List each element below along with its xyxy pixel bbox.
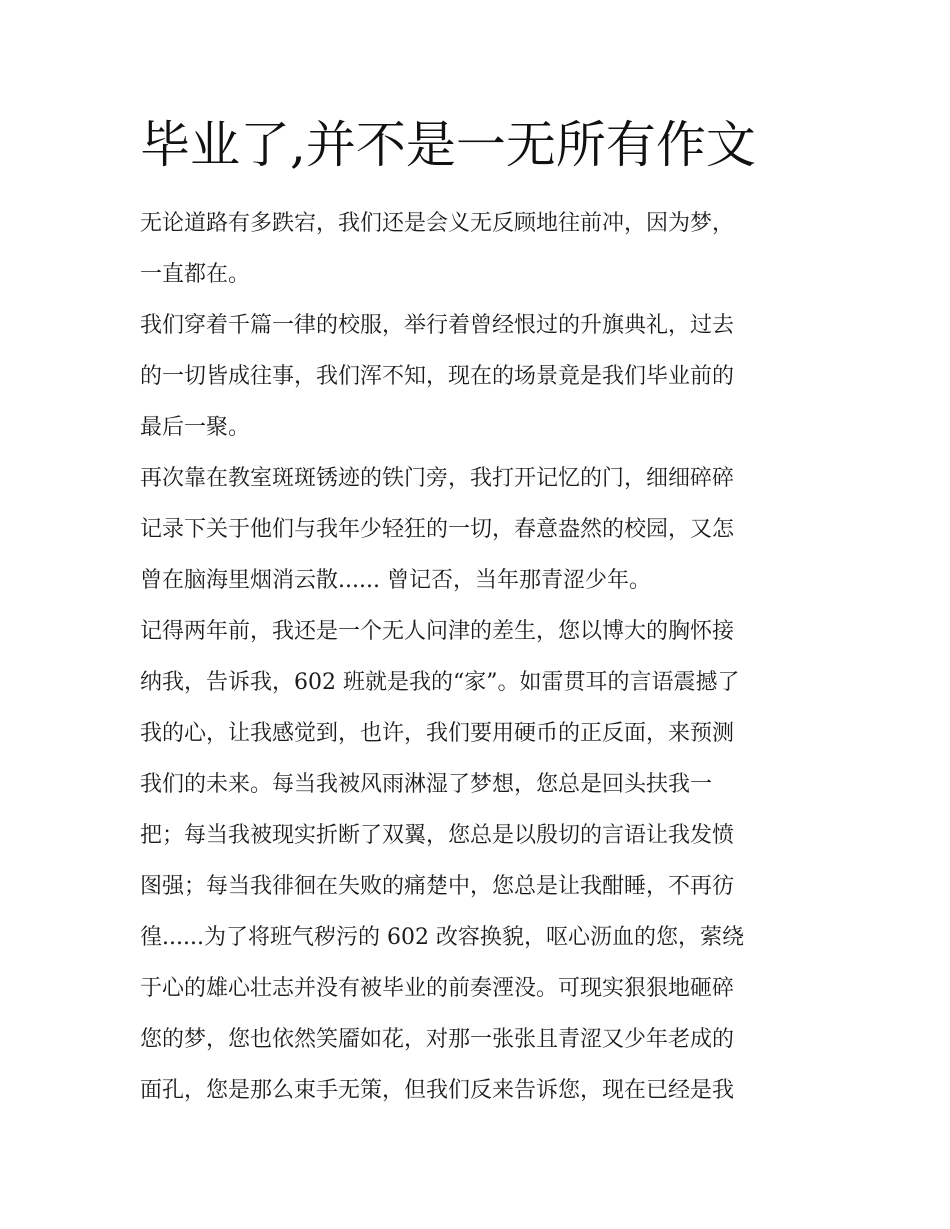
document-body — [140, 198, 812, 1116]
text-line: 您的梦，您也依然笑靥如花，对那一张张且青涩又少年老成的 — [140, 1027, 735, 1052]
text-line: 我们穿着千篇一律的校服，举行着曾经恨过的升旗典礼，过去 — [140, 313, 735, 338]
paragraph-2 — [140, 300, 812, 453]
text-line: 我的心，让我感觉到，也许，我们要用硬币的正反面，来预测 — [140, 721, 735, 746]
text-line: 无论道路有多跌宕，我们还是会义无反顾地往前冲，因为梦， — [140, 211, 735, 236]
page-title: 毕业了,并不是一无所有作文 — [140, 116, 756, 174]
text-line: 的一切皆成往事，我们浑不知，现在的场景竟是我们毕业前的 — [140, 364, 735, 389]
text-line: 纳我，告诉我，602 班就是我的“家”。如雷贯耳的言语震撼了 — [140, 670, 740, 695]
text-line: 于心的雄心壮志并没有被毕业的前奏湮没。可现实狠狠地砸碎 — [140, 976, 735, 1001]
paragraph-1 — [140, 198, 812, 300]
text-line: 把；每当我被现实折断了双翼，您总是以殷切的言语让我发愤 — [140, 823, 735, 848]
paragraph-4 — [140, 606, 812, 1116]
text-line: 图强；每当我徘徊在失败的痛楚中，您总是让我酣睡，不再彷 — [140, 874, 735, 899]
text-line: 一直都在。 — [140, 262, 251, 287]
text-line: 最后一聚。 — [140, 415, 251, 440]
text-line: 再次靠在教室斑斑锈迹的铁门旁，我打开记忆的门，细细碎碎 — [140, 466, 735, 491]
text-line: 我们的未来。每当我被风雨淋湿了梦想，您总是回头扶我一 — [140, 772, 713, 797]
paragraph-3 — [140, 453, 812, 606]
text-line: 徨......为了将班气秽污的 602 改容换貌，呕心沥血的您，萦绕 — [140, 925, 744, 950]
text-line: 曾在脑海里烟消云散...... 曾记否，当年那青涩少年。 — [140, 568, 651, 593]
text-line: 记录下关于他们与我年少轻狂的一切，春意盎然的校园，又怎 — [140, 517, 735, 542]
text-line: 面孔，您是那么束手无策，但我们反来告诉您，现在已经是我 — [140, 1078, 735, 1103]
text-line: 记得两年前，我还是一个无人问津的差生，您以博大的胸怀接 — [140, 619, 735, 644]
